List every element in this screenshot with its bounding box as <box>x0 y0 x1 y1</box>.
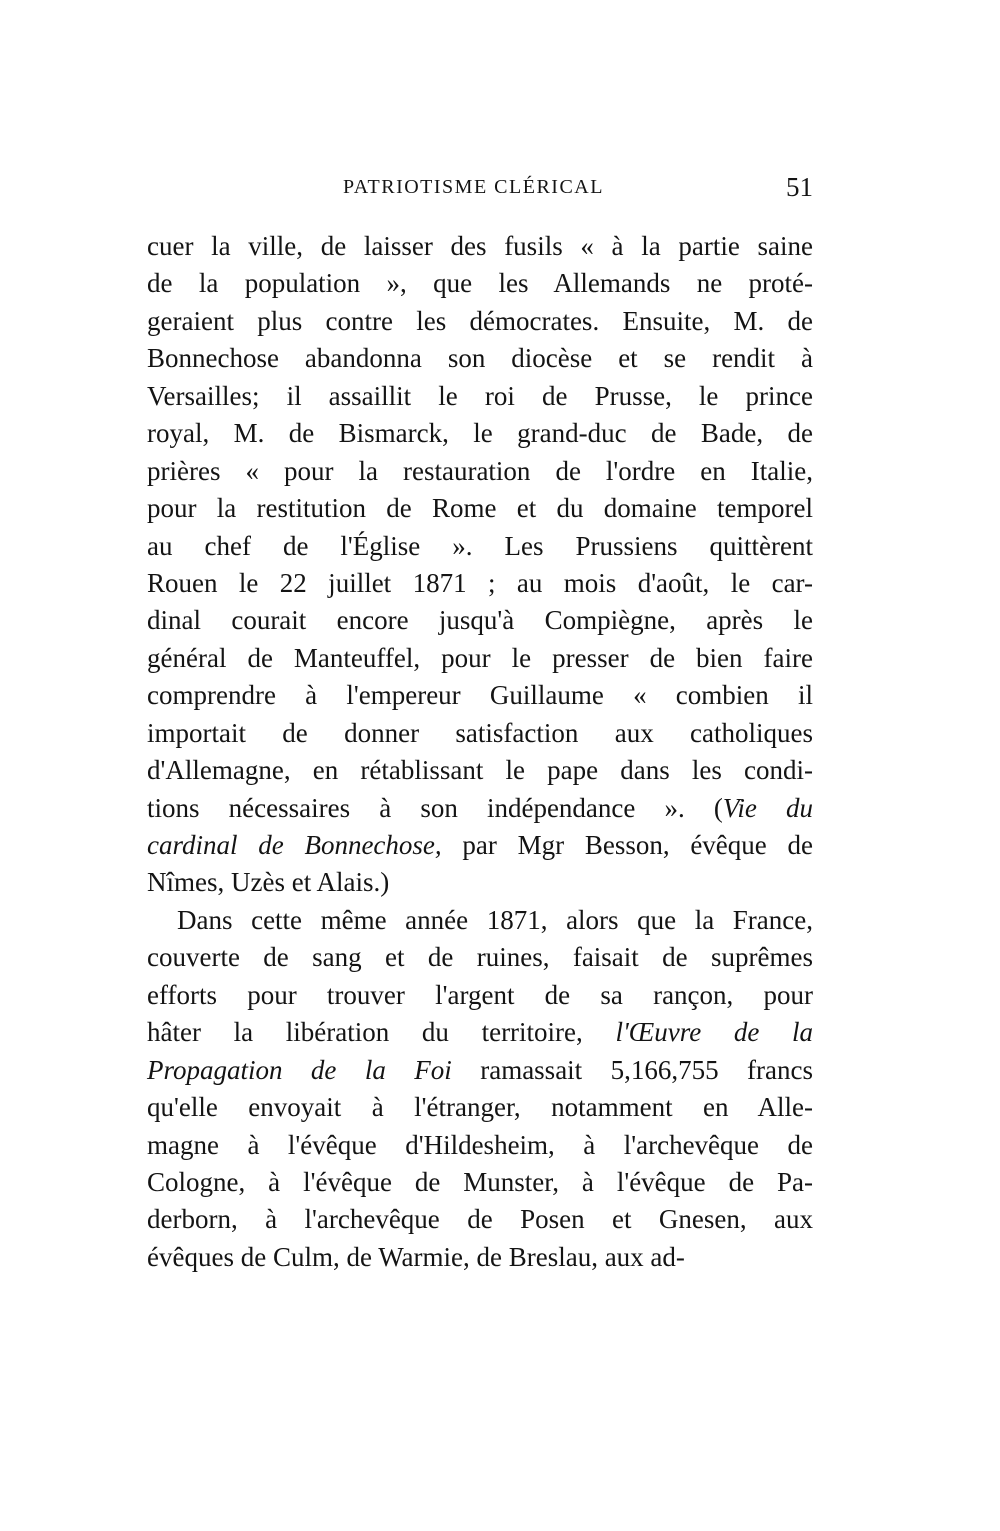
text-line <box>147 939 813 976</box>
text-segment: hâter la libération du territoire, <box>147 1017 616 1048</box>
text-line <box>147 864 813 901</box>
text-segment: au chef de l'Église ». Les Prussiens quittèrent <box>147 530 813 561</box>
text-line <box>147 340 813 377</box>
text-segment: qu'elle envoyait à l'étranger, notamment en Alle- <box>147 1092 813 1123</box>
text-segment: Bonnechose abandonna son diocèse et se rendit à <box>147 343 813 374</box>
text-segment: cuer la ville, de laisser des fusils « à la partie saine <box>147 231 813 261</box>
text-line <box>147 228 813 265</box>
text-segment: d'Allemagne, en rétablissant le pape dans les condi- <box>147 755 813 786</box>
italic-text: cardinal de Bonnechose, <box>147 830 442 860</box>
running-title: PATRIOTISME CLÉRICAL <box>343 176 604 198</box>
text-line <box>147 1164 813 1201</box>
text-line <box>147 528 813 565</box>
text-line <box>147 602 813 639</box>
running-head <box>147 172 813 208</box>
text-line <box>147 827 813 864</box>
text-line <box>147 715 813 752</box>
text-line <box>147 902 813 939</box>
paragraph <box>147 228 813 902</box>
text-segment: efforts pour trouver l'argent de sa rançon, pour <box>147 979 813 1010</box>
text-segment: général de Manteuffel, pour le presser de bien faire <box>147 642 813 673</box>
text-line <box>147 303 813 340</box>
text-segment: couverte de sang et de ruines, faisait de suprêmes <box>147 942 813 973</box>
italic-text: l'Œuvre de la <box>615 1017 814 1048</box>
text-line <box>147 677 813 714</box>
text-segment: de la population », que les Allemands ne proté- <box>147 268 813 299</box>
text-segment: prières « pour la restauration de l'ordre en Italie, <box>147 455 813 486</box>
text-segment: dinal courait encore jusqu'à Compiègne, après le <box>147 605 813 636</box>
text-line <box>147 790 813 827</box>
text-line <box>147 565 813 602</box>
text-line <box>147 640 813 677</box>
text-segment: geraient plus contre les démocrates. Ensuite, M. de <box>147 305 813 336</box>
text-segment: Dans cette même année 1871, alors que la France, <box>177 904 813 935</box>
text-segment: évêques de Culm, de Warmie, de Breslau, aux ad- <box>147 1241 685 1272</box>
text-segment: Versailles; il assaillit le roi de Prusse, le prince <box>147 380 813 411</box>
page-number: 51 <box>786 172 813 202</box>
text-segment: derborn, à l'archevêque de Posen et Gnesen, aux <box>147 1204 813 1235</box>
text-line <box>147 490 813 527</box>
text-line <box>147 265 813 302</box>
italic-text: Vie du <box>722 792 813 823</box>
text-segment: importait de donner satisfaction aux catholiques <box>147 717 813 748</box>
body-text <box>147 228 813 1276</box>
text-segment: ramassait 5,166,755 francs <box>451 1054 813 1085</box>
text-line <box>147 752 813 789</box>
text-segment: pour la restitution de Rome et du domaine temporel <box>147 493 813 524</box>
paragraph <box>147 902 813 1276</box>
text-segment: Rouen le 22 juillet 1871 ; au mois d'août, le car- <box>147 567 813 598</box>
italic-text: Propagation de la Foi <box>147 1054 452 1085</box>
text-line <box>147 378 813 415</box>
text-line <box>147 977 813 1014</box>
text-line <box>147 1052 813 1089</box>
text-segment: magne à l'évêque d'Hildesheim, à l'archevêque de <box>147 1129 813 1160</box>
text-segment: par Mgr Besson, évêque de <box>441 830 813 860</box>
text-line <box>147 1239 813 1276</box>
text-line <box>147 1089 813 1126</box>
text-segment: royal, M. de Bismarck, le grand-duc de Bade, de <box>147 418 813 449</box>
text-segment: tions nécessaires à son indépendance ». ( <box>147 792 723 823</box>
text-line <box>147 453 813 490</box>
text-segment: Nîmes, Uzès et Alais.) <box>147 867 390 898</box>
text-line <box>147 1201 813 1238</box>
text-line <box>147 415 813 452</box>
text-segment: Cologne, à l'évêque de Munster, à l'évêque de Pa- <box>147 1166 813 1197</box>
text-line <box>147 1127 813 1164</box>
text-line <box>147 1014 813 1051</box>
text-segment: comprendre à l'empereur Guillaume « combien il <box>147 680 813 711</box>
